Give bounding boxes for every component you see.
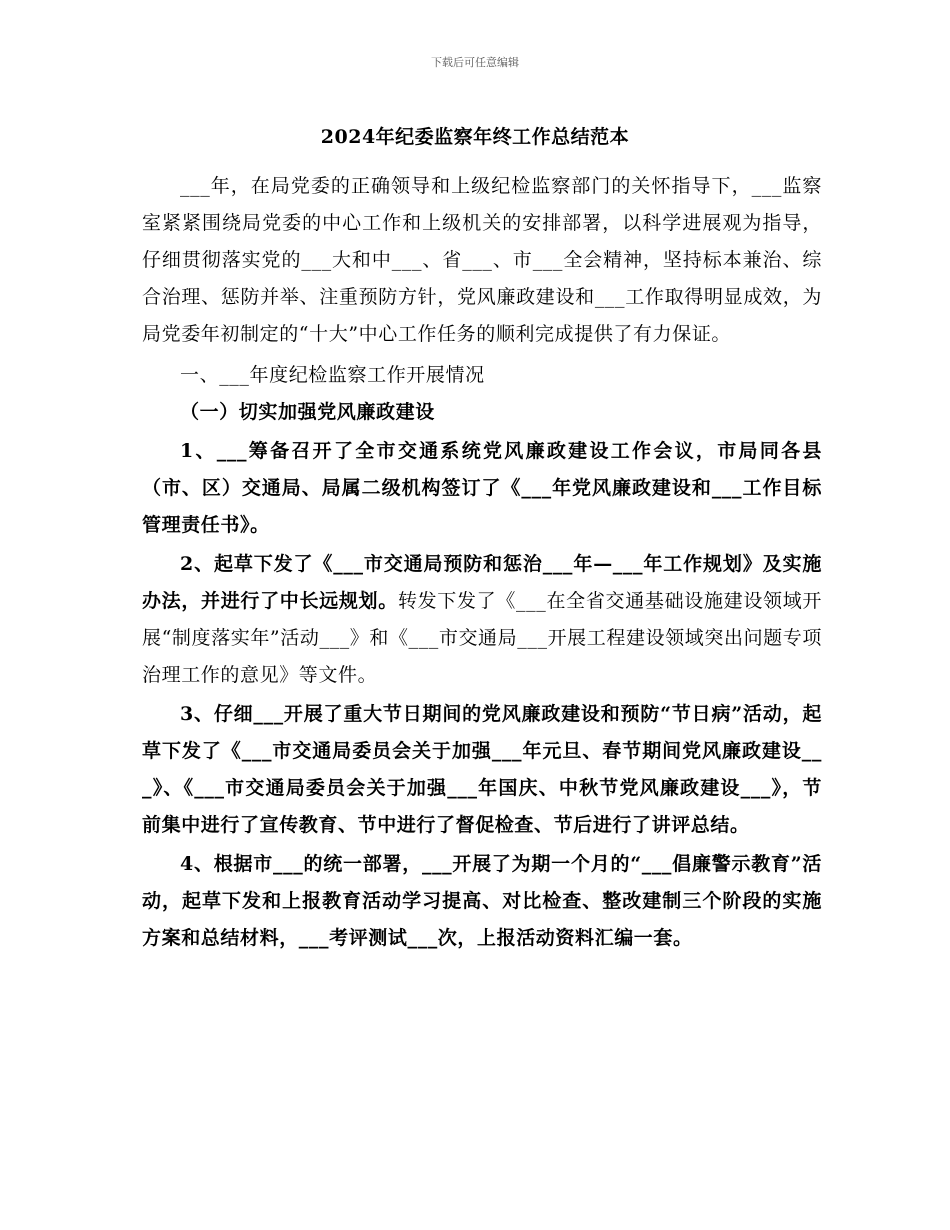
- paragraph-item-4: 4、根据市___的统一部署，___开展了为期一个月的“___倡廉警示教育”活动，起草下发和上报教育活动学习提高、对比检查、整改建制三个阶段的实施方案和总结材料，___考评测试___次，上报活动资料汇编一套。: [142, 853, 822, 949]
- item-2-regular-text: 转发下发了《___在全省交通基础设施建设领域开展“制度落实年”活动___》和《___市交通局___开展工程建设领域突出问题专项治理工作的意见》等文件。: [142, 590, 822, 686]
- document-body: [142, 168, 822, 957]
- subsection-heading-1-1: （一）切实加强党风廉政建设: [180, 401, 435, 423]
- paragraph-item-2: [142, 546, 822, 694]
- paragraph-item-1: 1、___筹备召开了全市交通系统党风廉政建设工作会议，市局同各县（市、区）交通局、局属二级机构签订了《___年党风廉政建设和___工作目标管理责任书》。: [142, 440, 822, 536]
- paragraph-intro: ___年，在局党委的正确领导和上级纪检监察部门的关怀指导下，___监察室紧紧围绕局党委的中心工作和上级机关的安排部署，以科学进展观为指导，仔细贯彻落实党的___大和中___、省___、市___全会精神，坚持标本兼治、综合治理、惩防并举、注重预防方针，党风廉政建设和___工作取得明显成效，为局党委年初制定的“十大”中心工作任务的顺利完成提供了有力保证。: [142, 175, 822, 345]
- document-title: 2024年纪委监察年终工作总结范本: [320, 126, 630, 148]
- item-2-bold-text: 2、起草下发了《___市交通局预防和惩治___年—___年工作规划》及实施办法，并进行了中长远规划。: [142, 553, 822, 612]
- paragraph-item-3: 3、仔细___开展了重大节日期间的党风廉政建设和预防“节日病”活动，起草下发了《___市交通局委员会关于加强___年元旦、春节期间党风廉政建设___》、《___市交通局委员会关于加强___年国庆、中秋节党风廉政建设___》，节前集中进行了宣传教育、节中进行了督促检查、节后进行了讲评总结。: [142, 703, 822, 836]
- page-header: 下载后可任意编辑: [431, 56, 519, 69]
- section-heading-1: 一、___年度纪检监察工作开展情况: [180, 364, 485, 386]
